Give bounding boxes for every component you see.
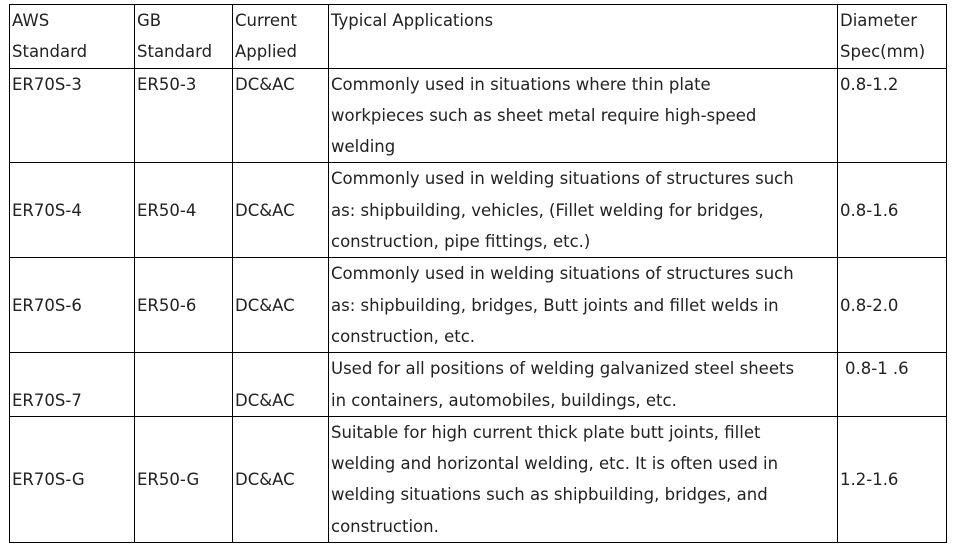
header-diameter-spec: Diameter Spec(mm) [838,5,947,69]
header-aws-standard: AWS Standard [10,5,135,69]
applications-cell: Suitable for high current thick plate butt joints, fillet welding and horizontal welding, etc. It is often used in welding situations such as shipbuilding, bridges, and construction. [329,416,838,542]
aws-cell: ER70S-6 [10,258,135,353]
welding-wire-spec-table [9,4,947,543]
aws-cell: ER70S-G [10,416,135,542]
diameter-cell: 0.8-1.6 [838,163,947,258]
gb-cell: ER50-6 [135,258,233,353]
header-typical-applications: Typical Applications [329,5,838,69]
table-row [10,416,947,542]
header-gb-standard: GB Standard [135,5,233,69]
gb-cell [135,353,233,417]
header-current-applied: Current Applied [233,5,329,69]
gb-cell: ER50-3 [135,68,233,163]
diameter-cell: 0.8-2.0 [838,258,947,353]
table-row [10,258,947,353]
current-cell: DC&AC [233,353,329,417]
current-cell: DC&AC [233,416,329,542]
diameter-cell: 1.2-1.6 [838,416,947,542]
current-cell: DC&AC [233,68,329,163]
applications-cell: Commonly used in welding situations of structures such as: shipbuilding, vehicles, (Fillet welding for bridges, construction, pipe fittings, etc.) [329,163,838,258]
gb-cell: ER50-G [135,416,233,542]
aws-cell: ER70S-4 [10,163,135,258]
table-row [10,68,947,163]
gb-cell: ER50-4 [135,163,233,258]
aws-cell: ER70S-3 [10,68,135,163]
aws-cell: ER70S-7 [10,353,135,417]
diameter-cell: 0.8-1.2 [838,68,947,163]
applications-cell: Commonly used in welding situations of structures such as: shipbuilding, bridges, Butt joints and fillet welds in construction, etc. [329,258,838,353]
applications-cell: Used for all positions of welding galvanized steel sheets in containers, automobiles, buildings, etc. [329,353,838,417]
applications-cell: Commonly used in situations where thin plate workpieces such as sheet metal require high-speed welding [329,68,838,163]
current-cell: DC&AC [233,258,329,353]
current-cell: DC&AC [233,163,329,258]
header-row [10,5,947,69]
table-row [10,353,947,417]
diameter-cell: 0.8-1 .6 [838,353,947,417]
table-row [10,163,947,258]
